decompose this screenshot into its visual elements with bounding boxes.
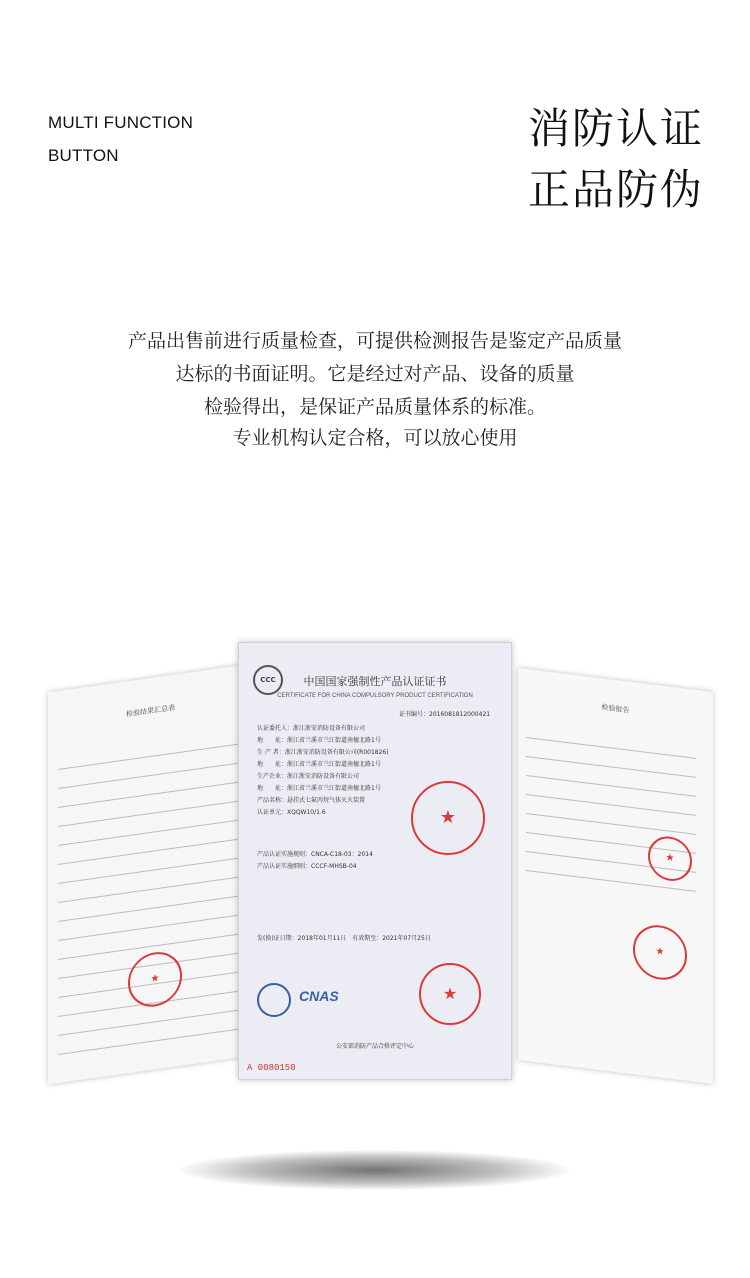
cert-line: 发(换)证日期：2018年01月11日 有效期至：2021年07月25日 [257, 935, 431, 942]
red-seal: ★ [411, 781, 485, 855]
description-line2: 达标的书面证明。它是经过对产品、设备的质量 [175, 363, 575, 385]
cert-line: 地 址：浙江省兰溪市兰江街道南檀北路1号 [257, 785, 381, 792]
cert-line: 产品名称：悬挂式七氟丙烷气体灭火装置 [257, 797, 366, 804]
chinese-heading-line1: 消防认证 [527, 104, 704, 153]
red-seal-2: ★ [419, 963, 481, 1025]
right-red-seal-1: ★ [648, 834, 692, 883]
english-heading-line2: BUTTON [48, 146, 119, 165]
issuing-authority: 公安部消防产品合格评定中心 [335, 1043, 414, 1050]
description-line4: 专业机构认定合格，可以放心使用 [232, 427, 518, 449]
cert-line: 产品认证实施细则：CCCF-MHSB-04 [257, 863, 357, 870]
left-test-report [48, 664, 253, 1085]
chinese-heading-line2: 正品防伪 [527, 165, 704, 214]
left-red-seal: ★ [128, 949, 182, 1011]
ccc-blue-logo [257, 983, 291, 1017]
ccc-certificate [238, 642, 512, 1080]
certificate-number: 证书编号：2016081812000421 [399, 711, 491, 718]
description-line1: 产品出售前进行质量检查，可提供检测报告是鉴定产品质量 [127, 330, 622, 352]
certificate-image [40, 640, 720, 1080]
english-heading-line1: MULTI FUNCTION [48, 113, 194, 132]
cert-line: 认证单元：XQQW10/1.6 [257, 809, 326, 816]
cert-line: 地 址：浙江省兰溪市兰江街道南檀北路1号 [257, 761, 381, 768]
right-red-seal-2: ★ [633, 922, 687, 983]
cert-line: 认证委托人：浙江浙安消防设备有限公司 [257, 725, 366, 732]
floor-shadow [180, 1150, 570, 1190]
ccc-logo: CCC [253, 665, 283, 695]
cert-line: 生产企业：浙江浙安消防设备有限公司 [257, 773, 360, 780]
right-doc-title: 检验报告 [601, 703, 630, 715]
serial-number: A 0080150 [247, 1063, 296, 1073]
certificate-subtitle: CERTIFICATE FOR CHINA COMPULSORY PRODUCT CERTIFICATION [277, 693, 473, 699]
description-line3: 检验得出，是保证产品质量体系的标准。 [203, 396, 546, 418]
cnas-logo: CNAS [299, 988, 339, 1004]
certificate-title: 中国国家强制性产品认证证书 [303, 675, 447, 688]
cert-line: 产品认证实施规则：CNCA-C18-03：2014 [257, 851, 373, 858]
right-test-report [518, 668, 713, 1084]
cert-line: 地 址：浙江省兰溪市兰江街道南檀北路1号 [257, 737, 381, 744]
left-doc-title: 检验结果汇总表 [126, 703, 175, 719]
cert-line: 生 产 者：浙江浙安消防设备有限公司(R001826) [257, 749, 389, 756]
